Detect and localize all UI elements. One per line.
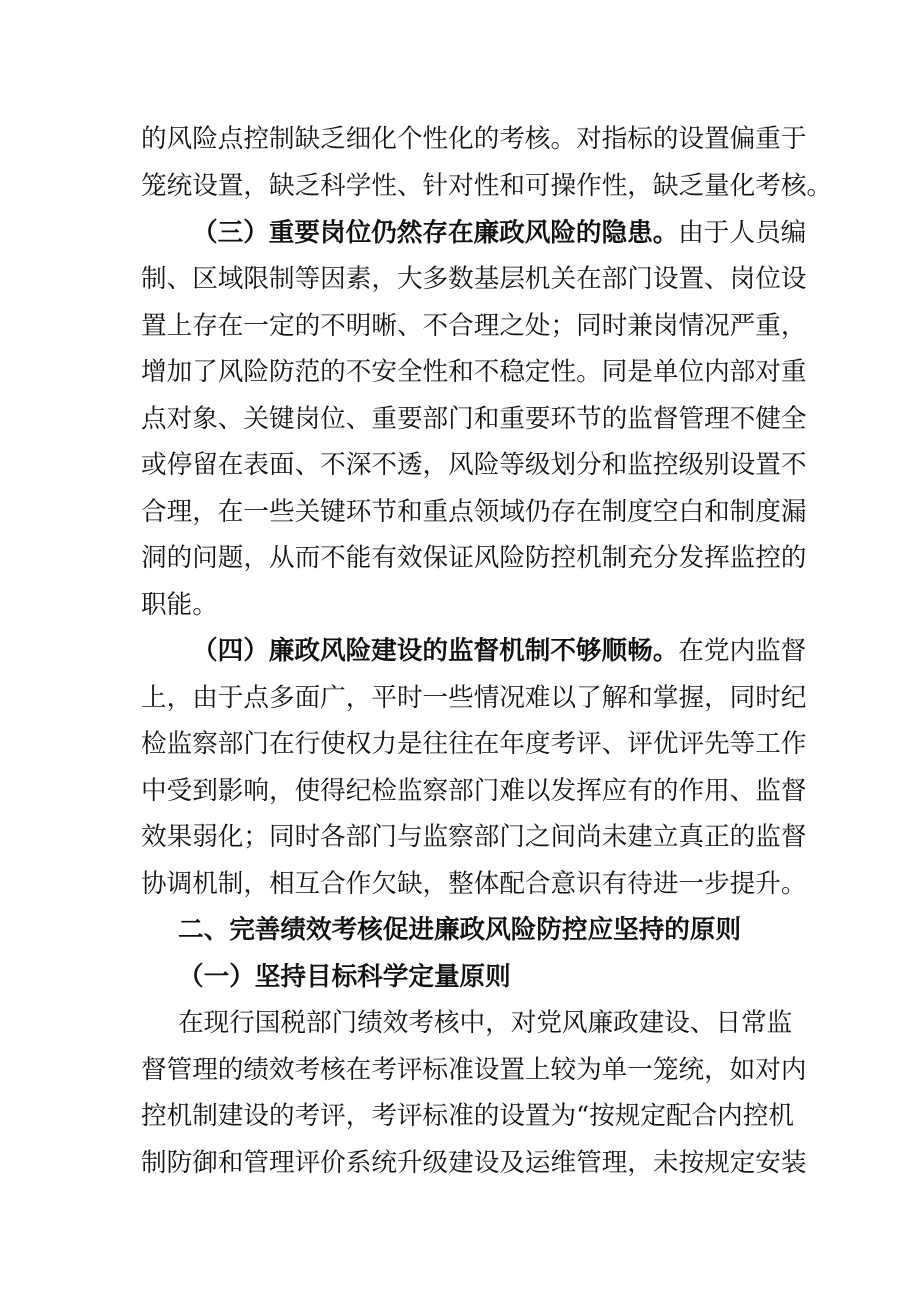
- line-text: 合理，在一些关键环节和重点领域仍存在制度空白和制度漏: [141, 497, 807, 527]
- line-text: 效果弱化；同时各部门与监察部门之间尚未建立真正的监督: [141, 822, 807, 852]
- body-line-21: [141, 1047, 807, 1093]
- body-line-17: [141, 861, 807, 907]
- line-text: 笼统设置，缺乏科学性、针对性和可操作性，缺乏量化考核。: [141, 171, 833, 201]
- line-text: 由于人员编: [678, 218, 807, 248]
- body-line-20: [178, 1000, 793, 1046]
- body-line-2: [141, 163, 833, 209]
- body-line-6: [141, 349, 807, 395]
- line-text: 或停留在表面、不深不透，风险等级划分和监控级别设置不: [141, 450, 807, 480]
- line-text: 中受到影响，使得纪检监察部门难以发挥应有的作用、监督: [141, 776, 807, 806]
- line-text: 督管理的绩效考核在考评标准设置上较为单一笼统，如对内: [141, 1055, 807, 1085]
- body-line-22: [141, 1093, 794, 1139]
- body-line-7: [141, 396, 807, 442]
- line-text: 点对象、关键岗位、重要部门和重要环节的监督管理不健全: [141, 404, 807, 434]
- line-text: 在现行国税部门绩效考核中，对党风廉政建设、日常监: [178, 1008, 793, 1038]
- body-line-9: [141, 489, 807, 535]
- section-heading-2: [178, 907, 781, 953]
- body-line-11: [141, 582, 781, 628]
- body-line-8: [141, 442, 807, 488]
- body-line-13: [141, 675, 807, 721]
- body-line-4: [141, 256, 807, 302]
- line-text: 协调机制，相互合作欠缺，整体配合意识有待进一步提升。: [141, 869, 807, 899]
- body-line-14: [141, 721, 807, 767]
- line-text: 的风险点控制缺乏细化个性化的考核。对指标的设置偏重于: [141, 124, 807, 154]
- subsection-heading-1: [178, 954, 781, 1000]
- subsection-title: （四）廉政风险建设的监督机制不够顺畅。: [192, 636, 679, 666]
- body-line-15: [141, 768, 807, 814]
- line-text: 制防御和管理评价系统升级建设及运维管理，未按规定安装: [141, 1148, 807, 1178]
- body-line-16: [141, 814, 807, 860]
- section-title: 二、完善绩效考核促进廉政风险防控应坚持的原则: [178, 915, 742, 945]
- body-line-5: [141, 303, 807, 349]
- line-text: 制、区域限制等因素，大多数基层机关在部门设置、岗位设: [141, 264, 807, 294]
- line-text: 上，由于点多面广，平时一些情况难以了解和掌握，同时纪: [141, 683, 807, 713]
- body-line-23: [141, 1140, 807, 1186]
- line-text: 在党内监督: [678, 636, 807, 666]
- body-line-10: [141, 535, 807, 581]
- line-text: 检监察部门在行使权力是往往在年度考评、评优评先等工作: [141, 729, 807, 759]
- subsection-heading-3: [192, 210, 807, 256]
- line-text: 增加了风险防范的不安全性和不稳定性。同是单位内部对重: [141, 357, 807, 387]
- line-text: 置上存在一定的不明晰、不合理之处；同时兼岗情况严重，: [141, 311, 807, 341]
- line-text: 职能。: [141, 590, 218, 620]
- line-text: 洞的问题，从而不能有效保证风险防控机制充分发挥监控的: [141, 543, 807, 573]
- line-text: 控机制建设的考评，考评标准的设置为“按规定配合内控机: [141, 1101, 794, 1131]
- subsection-title: （一）坚持目标科学定量原则: [178, 962, 511, 992]
- subsection-title: （三）重要岗位仍然存在廉政风险的隐患。: [192, 218, 679, 248]
- subsection-heading-4: [192, 628, 807, 674]
- body-line-1: [141, 116, 807, 162]
